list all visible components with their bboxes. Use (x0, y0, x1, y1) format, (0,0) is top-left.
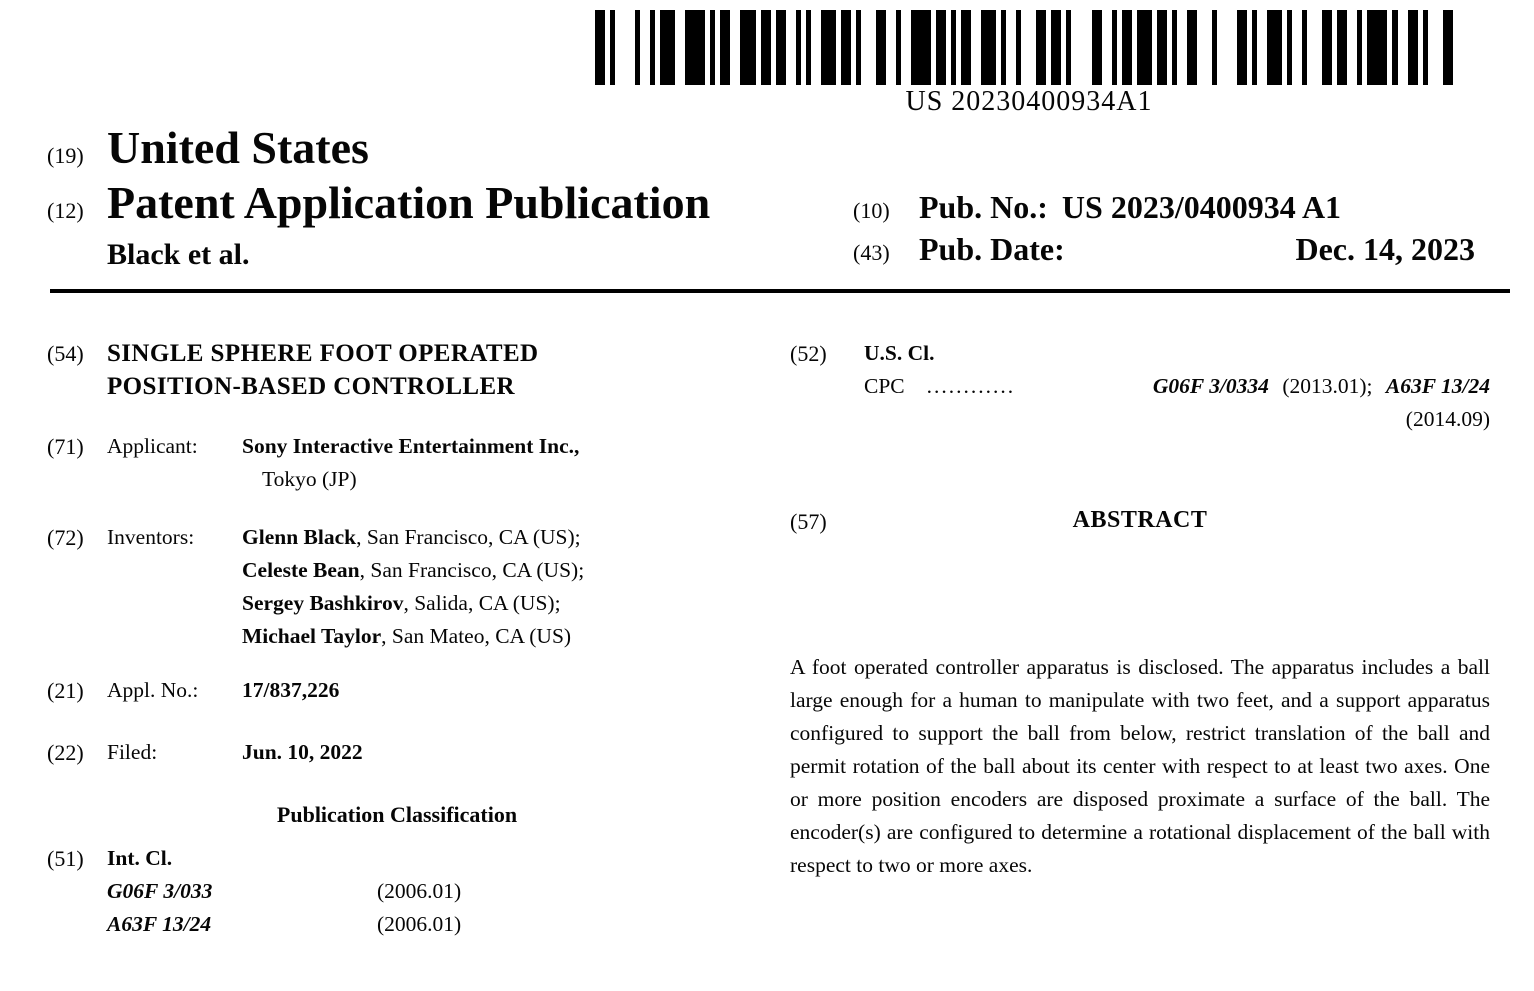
int-cl-code: (51) (47, 846, 84, 871)
cpc-label: CPC (864, 374, 905, 398)
pub-date-code: (43) (853, 240, 890, 265)
country-code: (19) (47, 143, 84, 168)
abstract-text: A foot operated controller apparatus is disclosed. The apparatus includes a ball large enough for a human to manipulate with two feet, and a support apparatus configured to support the ball from below, restrict translation of the ball and permit rotation of the ball about its center with respect to at least two axes. One or more position encoders are disposed proximate a surface of the ball. The encoder(s) are configured to determine a rotational displacement of the ball with respect to two or more axes. (790, 655, 1490, 877)
inventors-label: Inventors: (107, 525, 195, 549)
abstract-code: (57) (790, 509, 827, 534)
appl-no-label: Appl. No.: (107, 678, 199, 702)
filed-value: Jun. 10, 2022 (242, 740, 363, 764)
applicant-code: (71) (47, 434, 84, 459)
filed-label: Filed: (107, 740, 158, 764)
applicant-location: Tokyo (JP) (262, 467, 357, 491)
int-cl-label: Int. Cl. (107, 846, 173, 870)
abstract-heading: ABSTRACT (1072, 507, 1208, 533)
title-section (47, 337, 747, 403)
classification-heading: Publication Classification (276, 802, 518, 827)
applicant-name: Sony Interactive Entertainment Inc., (242, 434, 580, 458)
cpc-version: (2014.09) (1405, 407, 1490, 431)
pub-no-code: (10) (853, 198, 890, 223)
barcode (595, 10, 1463, 85)
cpc-class: G06F 3/0334 (1152, 374, 1269, 398)
appl-no-value: 17/837,226 (242, 678, 340, 702)
cpc-refs (1153, 370, 1490, 403)
us-cl-label: U.S. Cl. (864, 341, 935, 365)
pub-no-row (853, 186, 1475, 228)
pub-no-value: US 2023/0400934 A1 (1061, 189, 1342, 225)
inventor-location: , San Francisco, CA (US); (359, 558, 585, 582)
int-cl-entry (107, 908, 747, 941)
inventor-location: , Salida, CA (US); (403, 591, 561, 615)
inventor-row (242, 587, 747, 620)
barcode-block (595, 10, 1463, 118)
cpc-version: (2013.01); (1282, 374, 1373, 398)
inventor-name: Glenn Black (242, 525, 357, 549)
filed-fields (107, 736, 747, 769)
us-cl-code: (52) (790, 341, 827, 366)
barcode-caption: US 20230400934A1 (905, 86, 1153, 117)
pub-date-value: Dec. 14, 2023 (1295, 231, 1475, 267)
inventor-row (242, 620, 747, 653)
applicant-fields (107, 430, 747, 496)
authors: Black et al. (107, 238, 250, 271)
int-cl-version: (2006.01) (377, 912, 462, 936)
country-name: United States (107, 122, 369, 173)
inventor-name: Sergey Bashkirov (242, 591, 404, 615)
abstract-header (790, 504, 1490, 537)
pub-date-row (853, 228, 1475, 270)
inventors-list (242, 521, 747, 653)
inventor-name: Celeste Bean (242, 558, 360, 582)
inventors-fields (107, 521, 747, 653)
country-line (47, 120, 710, 175)
doc-type-line (47, 175, 710, 230)
inventors-code: (72) (47, 525, 84, 550)
inventor-name: Michael Taylor (242, 624, 382, 648)
applicant-label: Applicant: (107, 434, 198, 458)
inventors-section (47, 521, 747, 653)
inventor-location: , San Francisco, CA (US); (356, 525, 581, 549)
pub-date-label: Pub. Date: (919, 231, 1065, 267)
header-left (47, 120, 710, 272)
int-cl-section (47, 842, 747, 941)
int-cl-version: (2006.01) (377, 879, 462, 903)
doc-type: Patent Application Publication (107, 177, 711, 228)
inventor-location: , San Mateo, CA (US) (381, 624, 572, 648)
header-right (853, 186, 1475, 270)
cpc-line (864, 370, 1490, 403)
int-cl-class: A63F 13/24 (107, 912, 212, 936)
pub-no-label: Pub. No.: (919, 189, 1048, 225)
int-cl-body (107, 842, 747, 941)
doc-type-code: (12) (47, 198, 84, 223)
filed-code: (22) (47, 740, 84, 765)
right-column (790, 337, 1490, 882)
cpc-section (790, 370, 1490, 436)
us-cl-section (790, 337, 1490, 370)
int-cl-class: G06F 3/033 (107, 879, 213, 903)
applicant-section (47, 430, 747, 496)
header-divider (50, 289, 1510, 293)
inventor-row (242, 521, 747, 554)
int-cl-entry (107, 875, 747, 908)
invention-title: SINGLE SPHERE FOOT OPERATED POSITION-BASED CONTROLLER (107, 340, 539, 400)
inventor-row (242, 554, 747, 587)
filed-section (47, 736, 747, 769)
cpc-class: A63F 13/24 (1385, 374, 1490, 398)
title-code: (54) (47, 341, 84, 366)
left-column (47, 337, 747, 941)
cpc-dots: ............ (926, 374, 1016, 398)
appl-no-code: (21) (47, 678, 84, 703)
cpc-body (864, 370, 1490, 436)
appl-no-fields (107, 674, 747, 707)
applicant-value (242, 430, 747, 496)
cpc-spacer (790, 370, 864, 436)
appl-no-section (47, 674, 747, 707)
